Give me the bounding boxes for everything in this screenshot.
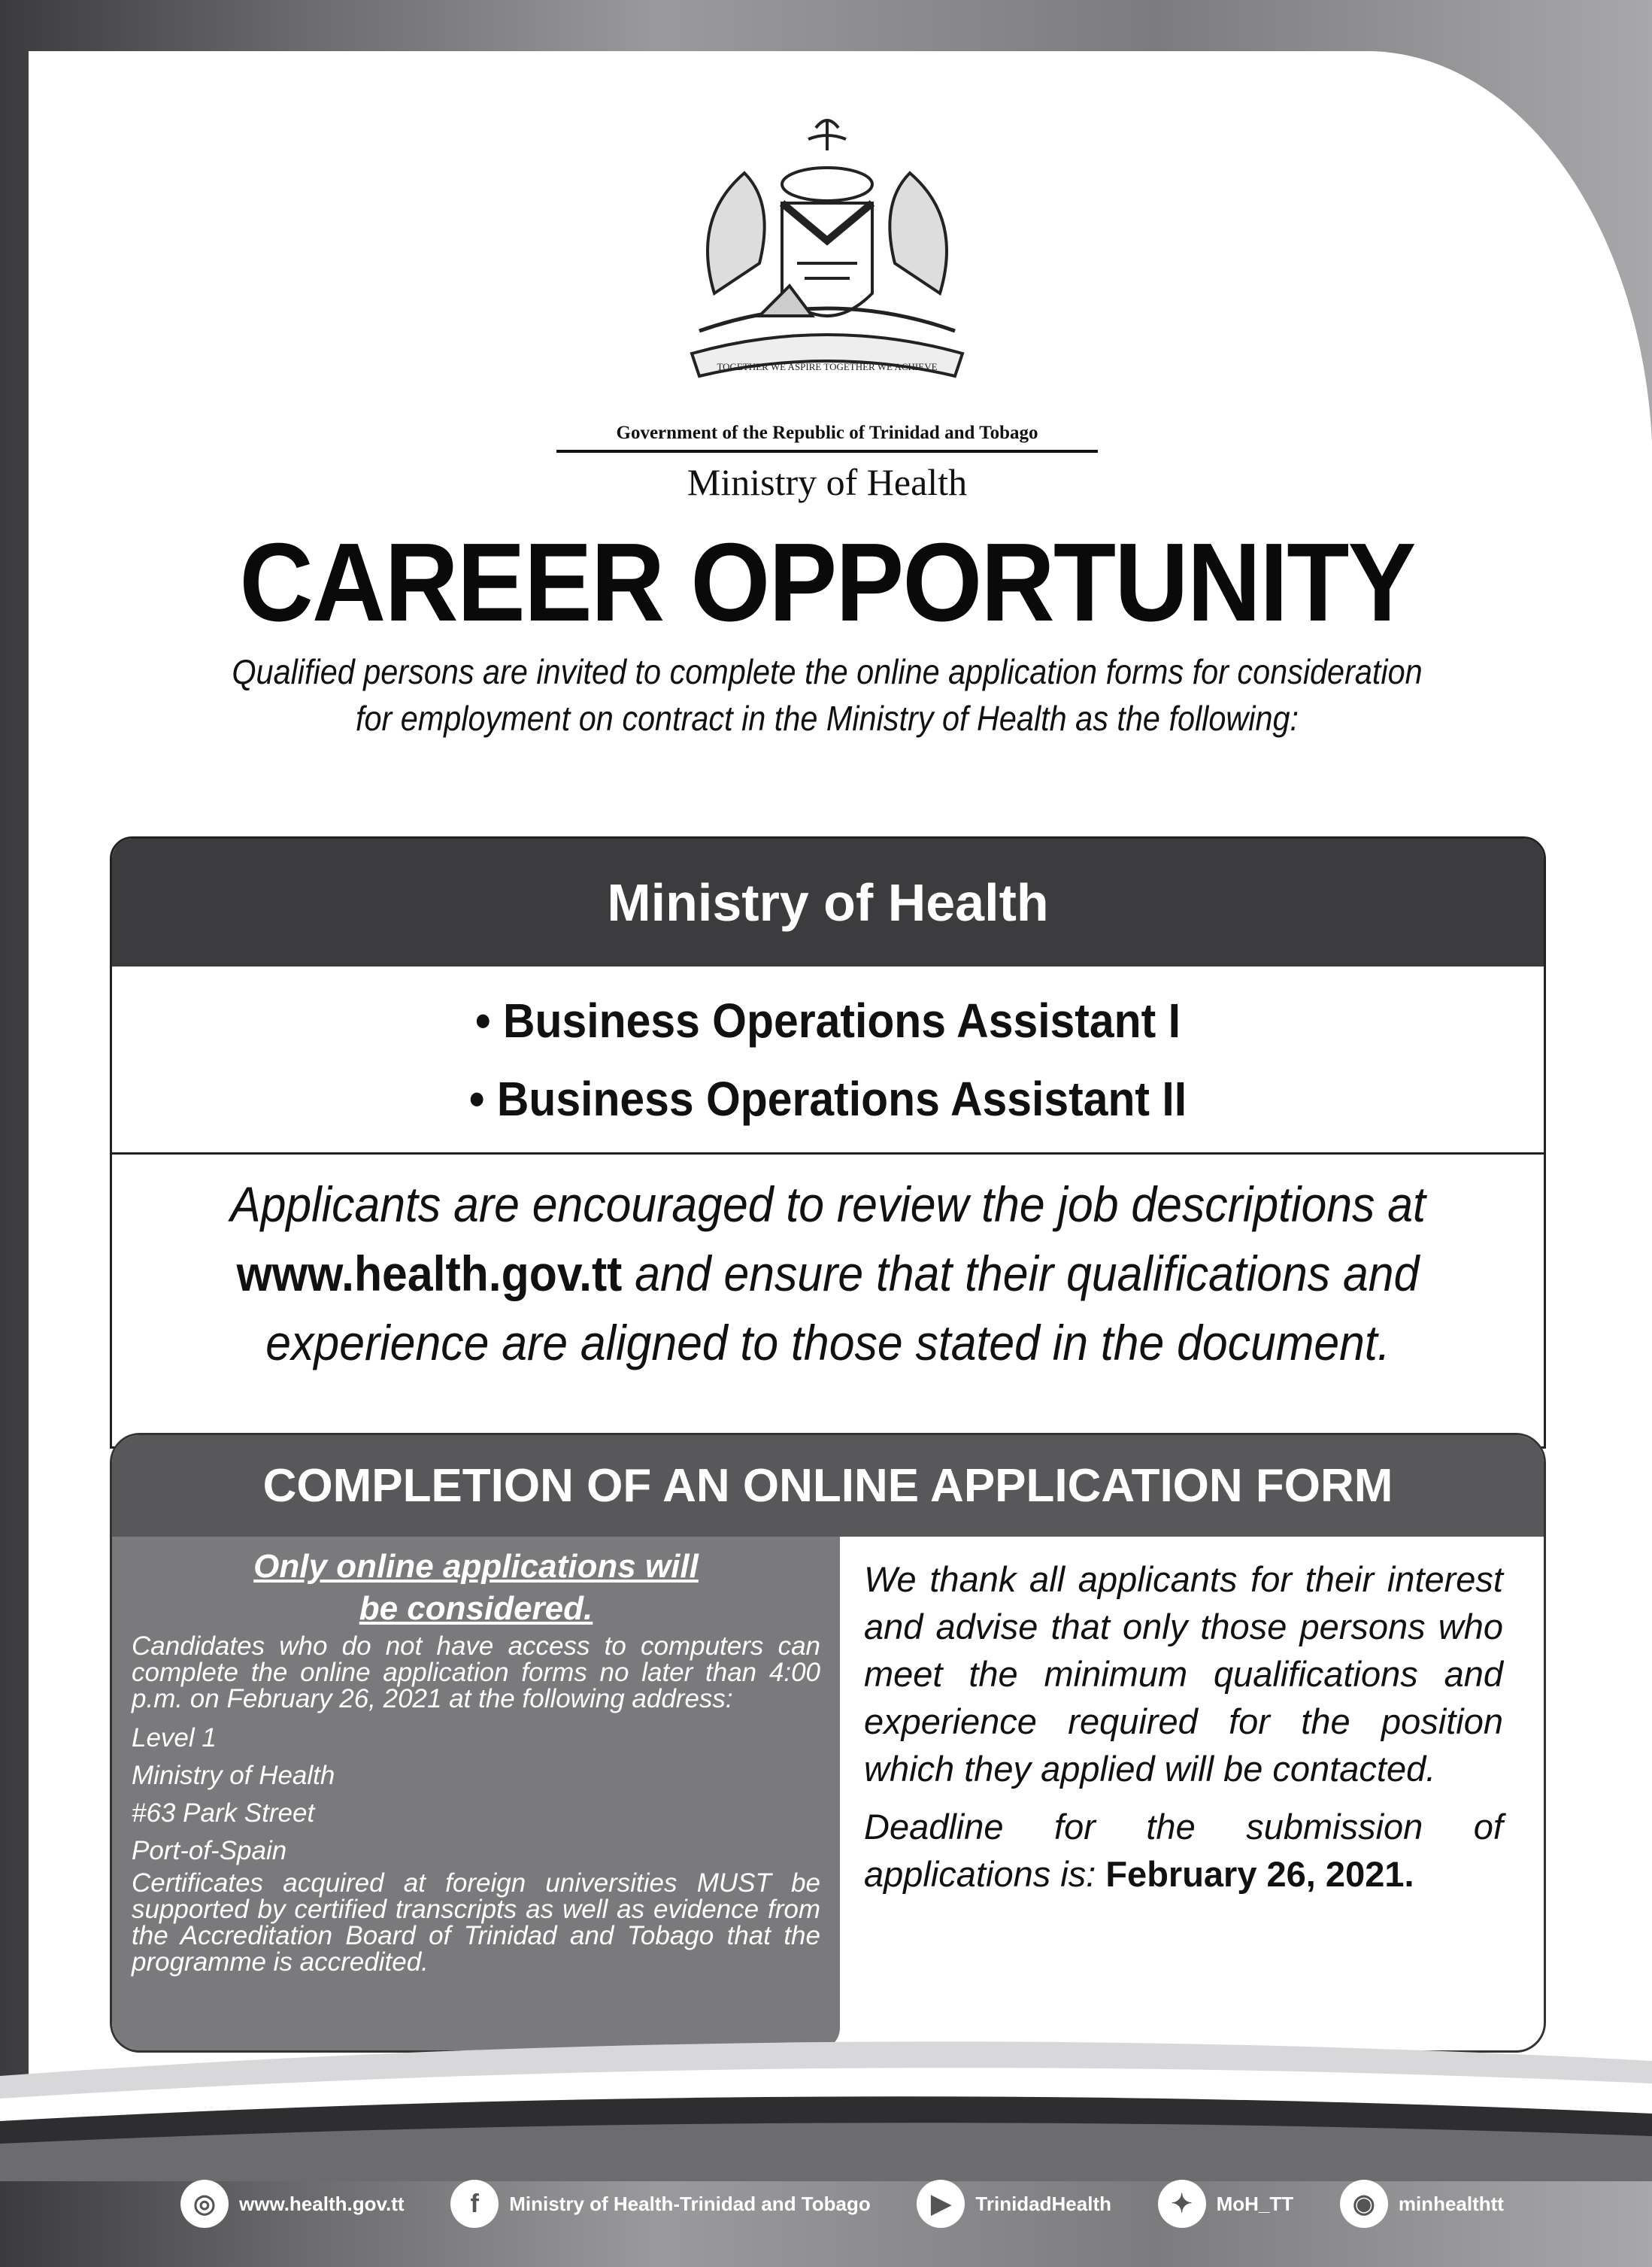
footer-label: TrinidadHealth (975, 2192, 1111, 2215)
thanks-text: We thank all applicants for their interest and advise that only those persons who meet the minimum qualifications and experience required for the position which they applied will be contacted. (864, 1559, 1503, 1789)
candidates-text: Candidates who do not have access to computers can complete the online application forms no later than 4:00 p.m. on February 26, 2021 at the following address: (132, 1631, 820, 1713)
ministry-name: Ministry of Health (687, 461, 968, 503)
intro-text: Qualified persons are invited to complete the online application forms for consideration for employment on contract in the Ministry of Health as the following: (232, 652, 1423, 738)
crest-motto: TOGETHER WE ASPIRE TOGETHER WE ACHIEVE (717, 361, 938, 372)
certificates-text: Certificates acquired at foreign universities MUST be supported by certified transcripts as well as evidence from the Accreditation Board of Trinidad and Tobago that the programme is accredited. (132, 1868, 820, 1977)
deadline-text: Deadline for the submission of applications is: (864, 1807, 1503, 1894)
footer-social-bar (180, 2174, 1504, 2234)
positions-box (110, 836, 1546, 1449)
footer-item-website[interactable] (180, 2180, 405, 2228)
footer-label: MoH_TT (1216, 2192, 1294, 2215)
footer-item-youtube[interactable] (917, 2180, 1111, 2228)
note-text-1: Applicants are encouraged to review the job descriptions at (230, 1176, 1426, 1232)
footer-item-instagram[interactable] (1340, 2180, 1504, 2228)
only-online-line-2: be considered. (359, 1590, 593, 1627)
twitter-icon: ✦ (1158, 2180, 1206, 2228)
instagram-icon: ◉ (1340, 2180, 1388, 2228)
application-box (110, 1433, 1546, 2053)
page-title: CAREER OPPORTUNITY (239, 520, 1415, 645)
footer-item-twitter[interactable] (1158, 2180, 1294, 2228)
only-online-line-1: Only online applications will (253, 1548, 699, 1585)
positions-list (112, 967, 1544, 1155)
note-text-2: and ensure that their qualifications and experience are aligned to those stated in the document. (265, 1246, 1420, 1370)
position-item: • Business Operations Assistant I (475, 994, 1181, 1048)
address-line: Ministry of Health (132, 1761, 335, 1790)
web-icon: ◎ (180, 2180, 229, 2228)
youtube-icon: ▶ (917, 2180, 965, 2228)
decorative-wave (0, 2031, 1652, 2181)
footer-label: www.health.gov.tt (239, 2192, 405, 2215)
footer-label: Ministry of Health-Trinidad and Tobago (509, 2192, 871, 2215)
deadline-line (864, 1803, 1503, 1898)
website-link[interactable]: www.health.gov.tt (236, 1246, 623, 1301)
facebook-icon: f (450, 2180, 499, 2228)
thanks-panel (864, 1555, 1503, 1898)
deadline-date: February 26, 2021. (1105, 1854, 1414, 1894)
coat-of-arms-emblem (669, 105, 985, 406)
application-heading: COMPLETION OF AN ONLINE APPLICATION FORM (112, 1435, 1544, 1537)
position-item: • Business Operations Assistant II (468, 1072, 1187, 1126)
address-line: Port-of-Spain (132, 1836, 287, 1865)
footer-label: minhealthtt (1398, 2192, 1504, 2215)
offline-instructions-panel (112, 1537, 840, 2050)
address-line: Level 1 (132, 1723, 217, 1753)
address-block (132, 1719, 820, 1870)
address-line: #63 Park Street (132, 1798, 315, 1828)
positions-heading: Ministry of Health (112, 839, 1544, 967)
job-description-note (169, 1155, 1487, 1392)
footer-item-facebook[interactable] (450, 2180, 871, 2228)
government-line: Government of the Republic of Trinidad and Tobago (556, 423, 1098, 453)
